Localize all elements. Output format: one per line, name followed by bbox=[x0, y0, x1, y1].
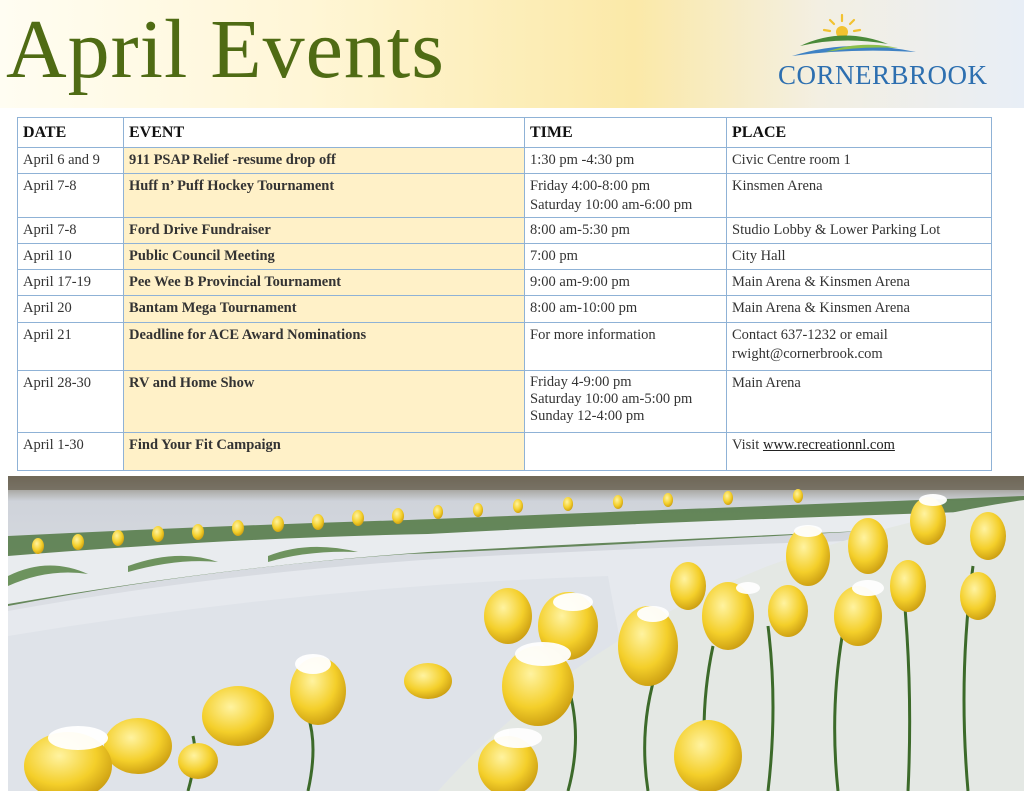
event-date: April 7-8 bbox=[18, 218, 124, 244]
table-row bbox=[18, 218, 992, 244]
page-title: April Events bbox=[6, 3, 445, 96]
event-place: Contact 637-1232 or email rwight@cornerbrook.com bbox=[727, 323, 992, 371]
event-place: Studio Lobby & Lower Parking Lot bbox=[727, 218, 992, 244]
event-date: April 6 and 9 bbox=[18, 148, 124, 174]
table-row bbox=[18, 323, 992, 371]
event-name: Bantam Mega Tournament bbox=[124, 296, 525, 323]
event-time: 1:30 pm -4:30 pm bbox=[525, 148, 727, 174]
event-date: April 10 bbox=[18, 244, 124, 270]
event-time: Friday 4:00-8:00 pm Saturday 10:00 am-6:00 pm bbox=[525, 174, 727, 218]
event-time bbox=[525, 433, 727, 471]
event-date: April 17-19 bbox=[18, 270, 124, 296]
cornerbrook-logo bbox=[770, 12, 1010, 96]
event-place: Main Arena & Kinsmen Arena bbox=[727, 296, 992, 323]
table-row bbox=[18, 148, 992, 174]
recreation-link[interactable]: www.recreationnl.com bbox=[762, 437, 895, 453]
event-place bbox=[727, 433, 992, 471]
event-date: April 20 bbox=[18, 296, 124, 323]
event-name: Pee Wee B Provincial Tournament bbox=[124, 270, 525, 296]
event-name: Huff n’ Puff Hockey Tournament bbox=[124, 174, 525, 218]
event-place: Main Arena bbox=[727, 371, 992, 433]
event-name: Deadline for ACE Award Nominations bbox=[124, 323, 525, 371]
table-row bbox=[18, 296, 992, 323]
header-date: DATE bbox=[18, 118, 124, 148]
event-time: 9:00 am-9:00 pm bbox=[525, 270, 727, 296]
table-row bbox=[18, 371, 992, 433]
tulip-flower-icon bbox=[8, 476, 1024, 791]
visit-prefix: Visit bbox=[732, 437, 760, 453]
event-name: 911 PSAP Relief -resume drop off bbox=[124, 148, 525, 174]
event-time: 8:00 am-5:30 pm bbox=[525, 218, 727, 244]
event-date: April 28-30 bbox=[18, 371, 124, 433]
event-name: RV and Home Show bbox=[124, 371, 525, 433]
event-name: Find Your Fit Campaign bbox=[124, 433, 525, 471]
event-date: April 1-30 bbox=[18, 433, 124, 471]
event-time: For more information bbox=[525, 323, 727, 371]
header-banner bbox=[0, 0, 1024, 108]
event-date: April 7-8 bbox=[18, 174, 124, 218]
event-place: Kinsmen Arena bbox=[727, 174, 992, 218]
table-header-row bbox=[18, 118, 992, 148]
event-time: 8:00 am-10:00 pm bbox=[525, 296, 727, 323]
header-event: EVENT bbox=[124, 118, 525, 148]
event-place: Civic Centre room 1 bbox=[727, 148, 992, 174]
header-time: TIME bbox=[525, 118, 727, 148]
table-row bbox=[18, 174, 992, 218]
event-date: April 21 bbox=[18, 323, 124, 371]
event-time: Friday 4-9:00 pm Saturday 10:00 am-5:00 pm Sunday 12-4:00 pm bbox=[525, 371, 727, 433]
table-row bbox=[18, 433, 992, 471]
table-row bbox=[18, 270, 992, 296]
snow-tulips-photo bbox=[8, 476, 1024, 791]
event-name: Ford Drive Fundraiser bbox=[124, 218, 525, 244]
logo-text: CORNERBROOK bbox=[778, 60, 988, 90]
event-name: Public Council Meeting bbox=[124, 244, 525, 270]
event-place: City Hall bbox=[727, 244, 992, 270]
event-time: 7:00 pm bbox=[525, 244, 727, 270]
events-table bbox=[17, 117, 992, 471]
table-row bbox=[18, 244, 992, 270]
header-place: PLACE bbox=[727, 118, 992, 148]
event-place: Main Arena & Kinsmen Arena bbox=[727, 270, 992, 296]
